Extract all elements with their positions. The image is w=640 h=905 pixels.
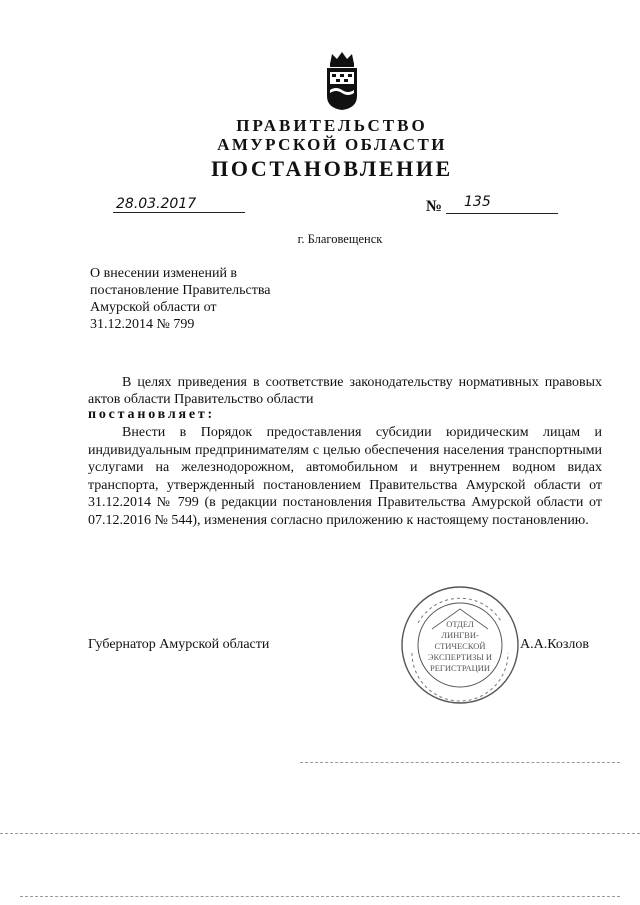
stamp-line: СТИЧЕСКОЙ xyxy=(434,641,486,651)
subject-line: Амурской области от xyxy=(90,300,217,315)
document-date: 28.03.2017 xyxy=(116,196,197,212)
document-type: ПОСТАНОВЛЕНИЕ xyxy=(211,156,453,181)
city-name: г. Благовещенск xyxy=(297,232,383,246)
government-title: ПРАВИТЕЛЬСТВО xyxy=(236,116,428,135)
coat-of-arms-icon xyxy=(322,50,362,112)
scan-artifact-line xyxy=(0,833,640,834)
subject-line: постановление Правительства xyxy=(90,283,271,298)
scan-artifact-line xyxy=(300,762,620,763)
date-underline xyxy=(113,212,245,213)
scan-artifact-line xyxy=(20,896,620,897)
preamble-paragraph: В целях приведения в соответствие законодательству нормативных правовых актов области Правительство области xyxy=(88,375,602,407)
main-paragraph: Внести в Порядок предоставления субсидии юридическим лицам и индивидуальным предпринимателям с целью обеспечения населения транспортными услугами на железнодорожном, автомобильном и внутреннем водном видах транспорта, утвержденный постановлением Правительства Амурской области от 31.12.2014 № 799 (в редакции постановления Правительства Амурской области от 07.12.2016 № 544), изменения согласно приложению к настоящему постановлению. xyxy=(88,425,602,528)
number-sign: № xyxy=(426,198,443,215)
document-subject xyxy=(90,265,270,333)
stamp-line: РЕГИСТРАЦИИ xyxy=(429,663,491,673)
number-underline xyxy=(446,213,558,214)
subject-line: 31.12.2014 № 799 xyxy=(90,317,195,332)
stamp-line: ЛИНГВИ- xyxy=(441,630,479,640)
signatory-name: А.А.Козлов xyxy=(520,637,589,652)
document-number: 135 xyxy=(464,194,491,210)
region-title: АМУРСКОЙ ОБЛАСТИ xyxy=(217,135,447,154)
decree-word: постановляет: xyxy=(88,407,216,422)
registration-stamp xyxy=(398,583,522,707)
signatory-title: Губернатор Амурской области xyxy=(88,637,270,652)
subject-line: О внесении изменений в xyxy=(90,266,238,281)
stamp-line: ЭКСПЕРТИЗЫ И xyxy=(427,652,493,662)
stamp-line: ОТДЕЛ xyxy=(446,619,474,629)
